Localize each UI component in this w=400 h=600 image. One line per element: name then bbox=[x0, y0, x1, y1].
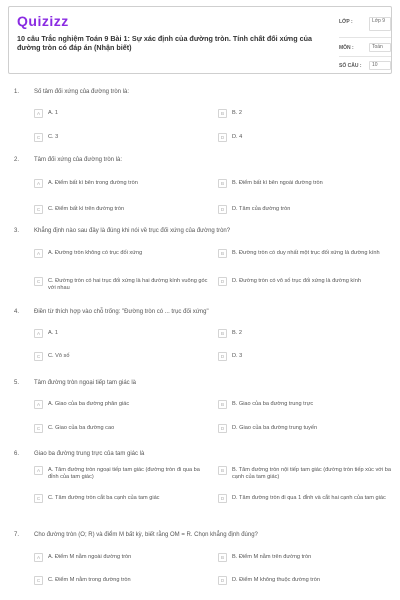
option-text: A. Điểm M nằm ngoài đường tròn bbox=[48, 553, 132, 560]
option-letter-box[interactable]: B bbox=[218, 329, 227, 338]
quizizz-logo[interactable]: Quizizz bbox=[17, 13, 69, 29]
option-letter-box[interactable]: A bbox=[34, 249, 43, 258]
option-text: D. Tâm của đường tròn bbox=[232, 205, 291, 212]
option-letter-box[interactable]: C bbox=[34, 133, 43, 142]
question-count-label: SỐ CÂU : bbox=[339, 63, 362, 69]
grade-value: Lớp 9 bbox=[369, 17, 391, 31]
question-number: 1. bbox=[14, 89, 20, 95]
option-letter-box[interactable]: A bbox=[34, 553, 43, 562]
question-number: 6. bbox=[14, 451, 20, 457]
option-text: C. Tâm đường tròn cắt ba cạnh của tam giác bbox=[48, 494, 160, 501]
option-text: D. 3 bbox=[232, 352, 243, 359]
question-text: Giao ba đường trung trực của tam giác là bbox=[34, 451, 145, 457]
option-letter-box[interactable]: C bbox=[34, 205, 43, 214]
option-text: A. Điểm bất kì bên trong đường tròn bbox=[48, 179, 138, 186]
option-text: C. Vô số bbox=[48, 352, 70, 359]
option-letter-box[interactable]: B bbox=[218, 179, 227, 188]
question-number: 2. bbox=[14, 157, 20, 163]
question-text: Số tâm đối xứng của đường tròn là: bbox=[34, 89, 130, 95]
option-text: A. Tâm đường tròn ngoại tiếp tam giác (đường tròn đi qua ba đỉnh của tam giác) bbox=[48, 466, 200, 480]
option-letter-box[interactable]: C bbox=[34, 277, 43, 286]
option-text: B. 2 bbox=[232, 109, 242, 116]
option-letter-box[interactable]: A bbox=[34, 329, 43, 338]
option-text: B. Giao của ba đường trung trực bbox=[232, 400, 314, 407]
option-text: C. Giao của ba đường cao bbox=[48, 424, 115, 431]
subject-value: Toán bbox=[369, 43, 391, 52]
option-letter-box[interactable]: C bbox=[34, 352, 43, 361]
question-text: Cho đường tròn (O; R) và điểm M bất kỳ, biết rằng OM = R. Chọn khẳng định đúng? bbox=[34, 532, 258, 538]
option-letter-box[interactable]: D bbox=[218, 494, 227, 503]
option-text: C. 3 bbox=[48, 133, 59, 140]
option-text: D. Giao của ba đường trung tuyến bbox=[232, 424, 318, 431]
option-letter-box[interactable]: B bbox=[218, 553, 227, 562]
option-letter-box[interactable]: D bbox=[218, 576, 227, 585]
option-letter-box[interactable]: B bbox=[218, 109, 227, 118]
meta-divider bbox=[339, 56, 391, 57]
option-letter-box[interactable]: B bbox=[218, 466, 227, 475]
question-text: Tâm đối xứng của đường tròn là: bbox=[34, 157, 123, 163]
option-letter-box[interactable]: D bbox=[218, 352, 227, 361]
option-text: B. Đường tròn có duy nhất một trục đối xứng là đường kính bbox=[232, 249, 380, 256]
option-letter-box[interactable]: D bbox=[218, 133, 227, 142]
option-letter-box[interactable]: A bbox=[34, 179, 43, 188]
question-count-value: 10 bbox=[369, 61, 391, 70]
option-letter-box[interactable]: A bbox=[34, 466, 43, 475]
subject-label: MÔN : bbox=[339, 45, 354, 51]
option-letter-box[interactable]: B bbox=[218, 400, 227, 409]
option-text: D. Tâm đường tròn đi qua 1 đỉnh và cắt hai cạnh của tam giác bbox=[232, 494, 386, 501]
option-text: C. Điểm bất kì trên đường tròn bbox=[48, 205, 125, 212]
option-text: A. 1 bbox=[48, 329, 58, 336]
option-letter-box[interactable]: A bbox=[34, 109, 43, 118]
option-text: A. 1 bbox=[48, 109, 58, 116]
option-text: B. Điểm M nằm trên đường tròn bbox=[232, 553, 312, 560]
option-letter-box[interactable]: D bbox=[218, 205, 227, 214]
question-number: 4. bbox=[14, 309, 20, 315]
option-letter-box[interactable]: C bbox=[34, 424, 43, 433]
option-letter-box[interactable]: B bbox=[218, 249, 227, 258]
meta-divider bbox=[339, 37, 391, 38]
question-number: 7. bbox=[14, 532, 20, 538]
option-text: D. Đường tròn có vô số trục đối xứng là đường kính bbox=[232, 277, 361, 284]
option-letter-box[interactable]: C bbox=[34, 576, 43, 585]
question-text: Tâm đường tròn ngoại tiếp tam giác là bbox=[34, 380, 137, 386]
grade-label: LỚP : bbox=[339, 19, 353, 25]
worksheet-header bbox=[8, 6, 392, 74]
worksheet-title: 10 câu Trắc nghiệm Toán 9 Bài 1: Sự xác định của đường tròn. Tính chất đối xứng của đường tròn có đáp án (Nhận biết) bbox=[17, 34, 312, 52]
option-text: D. 4 bbox=[232, 133, 243, 140]
question-number: 5. bbox=[14, 380, 20, 386]
question-number: 3. bbox=[14, 228, 20, 234]
question-text: Điền từ thích hợp vào chỗ trống: "Đường tròn có ... trục đối xứng" bbox=[34, 309, 209, 315]
option-text: A. Đường tròn không có trục đối xứng bbox=[48, 249, 143, 256]
option-text: D. Điểm M không thuộc đường tròn bbox=[232, 576, 320, 583]
question-text: Khẳng định nào sau đây là đúng khi nói về trục đối xứng của đường tròn? bbox=[34, 228, 231, 234]
option-text: A. Giao của ba đường phân giác bbox=[48, 400, 130, 407]
option-text: B. 2 bbox=[232, 329, 242, 336]
option-letter-box[interactable]: C bbox=[34, 494, 43, 503]
option-text: B. Tâm đường tròn nội tiếp tam giác (đường tròn tiếp xúc với ba cạnh của tam giác) bbox=[232, 466, 391, 480]
option-text: B. Điểm bất kì bên ngoài đường tròn bbox=[232, 179, 323, 186]
option-text: C. Điểm M nằm trong đường tròn bbox=[48, 576, 131, 583]
option-text: C. Đường tròn có hai trục đối xứng là hai đường kính vuông góc với nhau bbox=[48, 277, 208, 291]
option-letter-box[interactable]: A bbox=[34, 400, 43, 409]
option-letter-box[interactable]: D bbox=[218, 277, 227, 286]
option-letter-box[interactable]: D bbox=[218, 424, 227, 433]
